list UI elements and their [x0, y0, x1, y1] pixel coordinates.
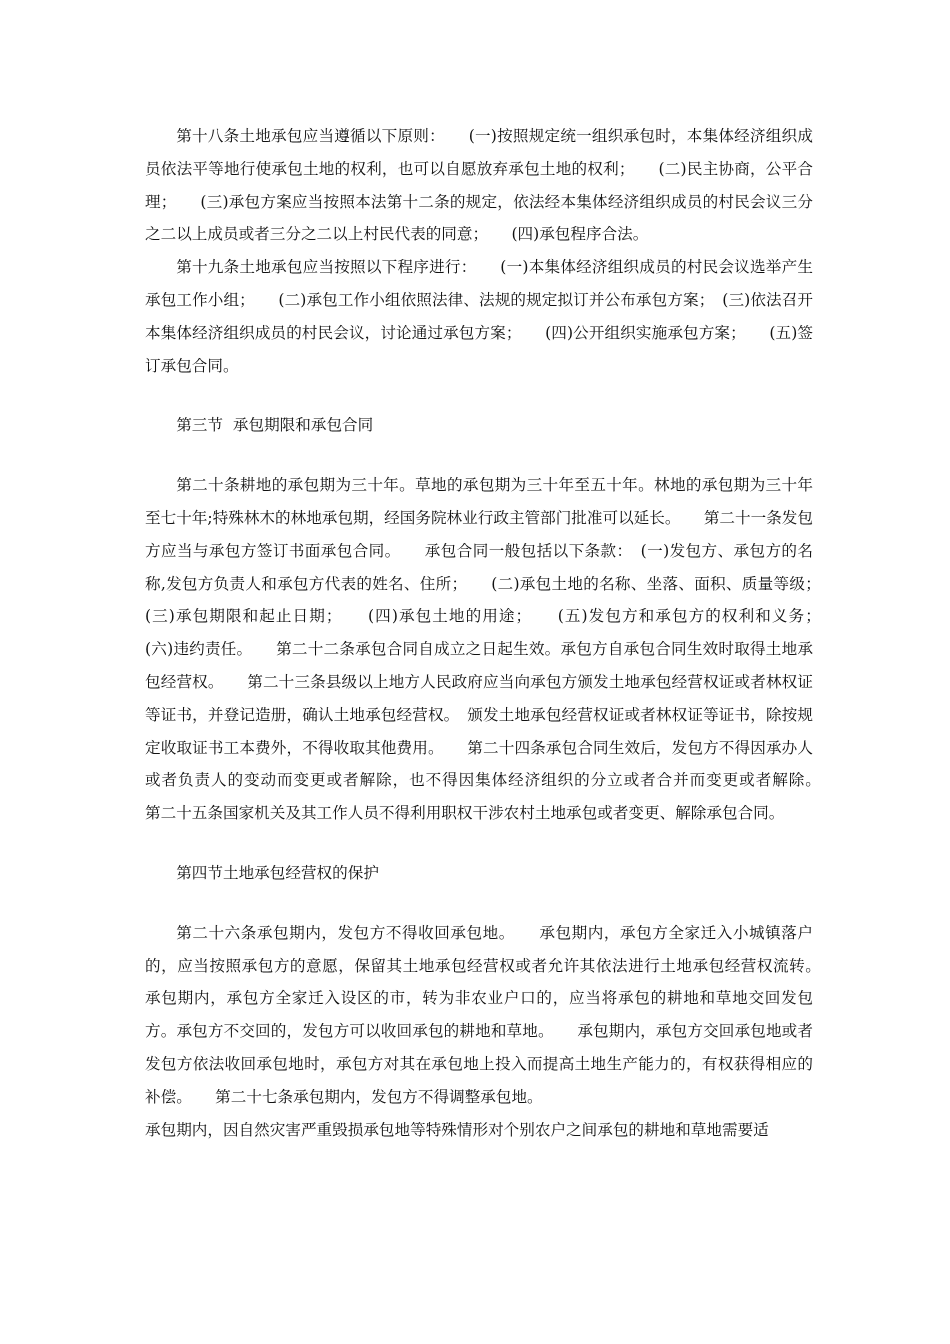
- article-27-continuation: 承包期内，因自然灾害严重毁损承包地等特殊情形对个别农户之间承包的耕地和草地需要适: [145, 1120, 769, 1139]
- spacer: [145, 442, 813, 469]
- spacer: [145, 830, 813, 857]
- spacer: [145, 890, 813, 917]
- section-3-heading: 第三节 承包期限和承包合同: [176, 416, 374, 435]
- document-page: [145, 120, 845, 1146]
- articles-20-25-paragraph: 第二十条耕地的承包期为三十年。草地的承包期为三十年至五十年。林地的承包期为三十年至七十年;特殊林木的林地承包期，经国务院林业行政主管部门批准可以延长。 第二十一条发包方应当与承包方签订书面承包合同。 承包合同一般包括以下条款： (一)发包方、承包方的名称,发包方负责人和承包方代表的姓名、住所； (二)承包土地的名称、坐落、面积、质量等级； (三)承包期限和起止日期； (四)承包土地的用途； (五)发包方和承包方的权利和义务； (六)违约责任。 第二十二条承包合同自成立之日起生效。承包方自承包合同生效时取得土地承包经营权。 第二十三条县级以上地方人民政府应当向承包方颁发土地承包经营权证或者林权证等证书，并登记造册，确认土地承包经营权。 颁发土地承包经营权证或者林权证等证书，除按规定收取证书工本费外，不得收取其他费用。 第二十四条承包合同生效后，发包方不得因承办人或者负责人的变动而变更或者解除，也不得因集体经济组织的分立或者合并而变更或者解除。 第二十五条国家机关及其工作人员不得利用职权干涉农村土地承包或者变更、解除承包合同。: [145, 476, 845, 823]
- article-18-paragraph: 第十八条土地承包应当遵循以下原则： (一)按照规定统一组织承包时，本集体经济组织成员依法平等地行使承包土地的权利，也可以自愿放弃承包土地的权利； (二)民主协商，公平合理； (三)承包方案应当按照本法第十二条的规定，依法经本集体经济组织成员的村民会议三分之二以上成员或者三分之二以上村民代表的同意； (四)承包程序合法。: [145, 127, 813, 244]
- section-4-heading: 第四节土地承包经营权的保护: [176, 863, 379, 882]
- articles-26-27-paragraph: 第二十六条承包期内，发包方不得收回承包地。 承包期内，承包方全家迁入小城镇落户的，应当按照承包方的意愿，保留其土地承包经营权或者允许其依法进行土地承包经营权流转。 承包期内，承包方全家迁入设区的市，转为非农业户口的，应当将承包的耕地和草地交回发包方。承包方不交回的，发包方可以收回承包的耕地和草地。 承包期内，承包方交回承包地或者发包方依法收回承包地时，承包方对其在承包地上投入而提高土地生产能力的，有权获得相应的补偿。 第二十七条承包期内，发包方不得调整承包地。: [145, 923, 845, 1106]
- spacer: [145, 382, 813, 409]
- article-19-paragraph: 第十九条土地承包应当按照以下程序进行： (一)本集体经济组织成员的村民会议选举产生承包工作小组； (二)承包工作小组依照法律、法规的规定拟订并公布承包方案； (三)依法召开本集体经济组织成员的村民会议，讨论通过承包方案； (四)公开组织实施承包方案； (五)签订承包合同。: [145, 258, 813, 375]
